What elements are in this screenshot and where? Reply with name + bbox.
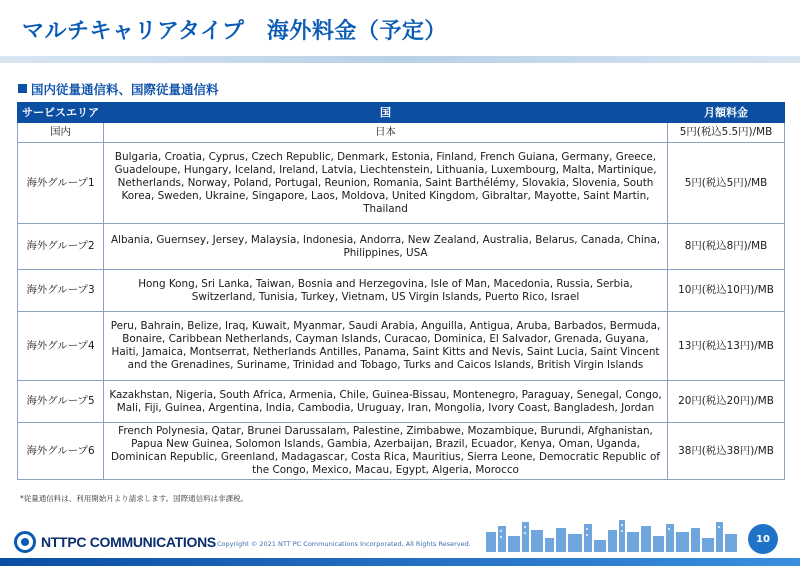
area-cell: 海外グループ5 <box>18 381 104 423</box>
section-title: 国内従量通信料、国際従量通信料 <box>31 82 219 97</box>
price-cell: 5円(税込5.5円)/MB <box>668 123 785 143</box>
table-row <box>18 312 785 381</box>
table-row <box>18 224 785 270</box>
table-header-row <box>18 103 785 123</box>
table-row <box>18 381 785 423</box>
ntt-logo-icon <box>14 531 36 553</box>
page-number-badge: 10 <box>748 524 778 554</box>
price-cell: 38円(税込38円)/MB <box>668 423 785 480</box>
price-cell: 20円(税込20円)/MB <box>668 381 785 423</box>
logo-text: NTTPC COMMUNICATIONS <box>41 534 216 550</box>
section-heading <box>18 80 219 98</box>
countries-cell: Bulgaria, Croatia, Cyprus, Czech Republic, Denmark, Estonia, Finland, French Guiana, Germany, Greece, Guadeloupe, Hungary, Iceland, Ireland, Latvia, Liechtenstein, Lithuania, Luxembourg, Malta, Martinique, Netherlands, Norway, Poland, Portugal, Reunion, Romania, Saint Barthélémy, Slovakia, Slovenia, South Korea, Sweden, Ukraine, Singapore, Laos, Moldova, United Kingdom, Gibraltar, Mayotte, Saint Martin, Thailand <box>104 143 668 224</box>
area-cell: 海外グループ4 <box>18 312 104 381</box>
table-row <box>18 270 785 312</box>
page-title: マルチキャリアタイプ 海外料金（予定） <box>22 19 447 44</box>
rates-table <box>17 102 785 480</box>
city-skyline-icon <box>484 518 744 552</box>
price-cell: 10円(税込10円)/MB <box>668 270 785 312</box>
header-country: 国 <box>104 103 668 123</box>
company-logo <box>14 530 216 554</box>
countries-cell: Kazakhstan, Nigeria, South Africa, Armenia, Chile, Guinea-Bissau, Montenegro, Paraguay, Senegal, Congo, Mali, Fiji, Guinea, Argentina, India, Cambodia, Uruguay, Iran, Mongolia, Ivory Coast, Bangladesh, Jordan <box>104 381 668 423</box>
area-cell: 海外グループ3 <box>18 270 104 312</box>
countries-cell: Hong Kong, Sri Lanka, Taiwan, Bosnia and Herzegovina, Isle of Man, Macedonia, Russia, Serbia, Switzerland, Tunisia, Turkey, Vietnam, US Virgin Islands, Puerto Rico, Israel <box>104 270 668 312</box>
title-divider <box>0 56 800 63</box>
table-row <box>18 143 785 224</box>
countries-cell: Albania, Guernsey, Jersey, Malaysia, Indonesia, Andorra, New Zealand, Australia, Belarus, Canada, China, Philippines, USA <box>104 224 668 270</box>
header-service-area: サービスエリア <box>18 103 104 123</box>
countries-cell: Peru, Bahrain, Belize, Iraq, Kuwait, Myanmar, Saudi Arabia, Anguilla, Antigua, Aruba, Barbados, Bermuda, Bonaire, Caribbean Netherlands, Cayman Islands, Curacao, Dominica, El Salvador, Grenada, Guyana, Haiti, Jamaica, Montserrat, Netherlands Antilles, Panama, Saint Kitts and Nevis, Saint Lucia, Saint Vincent and the Grenadines, Suriname, Trinidad and Tobago, Turks and Caicos Islands, British Virgin Islands <box>104 312 668 381</box>
copyright-notice: Copyright © 2021 NTT PC Communications Incorporated, All Rights Reserved. <box>217 540 471 548</box>
square-bullet-icon <box>18 84 27 93</box>
price-cell: 13円(税込13円)/MB <box>668 312 785 381</box>
area-cell: 海外グループ1 <box>18 143 104 224</box>
price-cell: 5円(税込5円)/MB <box>668 143 785 224</box>
countries-cell: French Polynesia, Qatar, Brunei Darussalam, Palestine, Zimbabwe, Mozambique, Burundi, Afghanistan, Papua New Guinea, Solomon Islands, Gambia, Azerbaijan, Brazil, Ecuador, Kenya, Oman, Uganda, Dominican Republic, Greenland, Madagascar, Costa Rica, Mauritius, Sierra Leone, Democratic Republic of the Congo, Mexico, Macau, Egypt, Algeria, Morocco <box>104 423 668 480</box>
footnote: *従量通信料は、利用開始月より請求します。国際通信料は非課税。 <box>20 494 249 503</box>
table-row <box>18 123 785 143</box>
price-cell: 8円(税込8円)/MB <box>668 224 785 270</box>
area-cell: 海外グループ2 <box>18 224 104 270</box>
area-cell: 海外グループ6 <box>18 423 104 480</box>
countries-cell: 日本 <box>104 123 668 143</box>
table-row <box>18 423 785 480</box>
footer-bar <box>0 558 800 566</box>
header-monthly-fee: 月額料金 <box>668 103 785 123</box>
area-cell: 国内 <box>18 123 104 143</box>
